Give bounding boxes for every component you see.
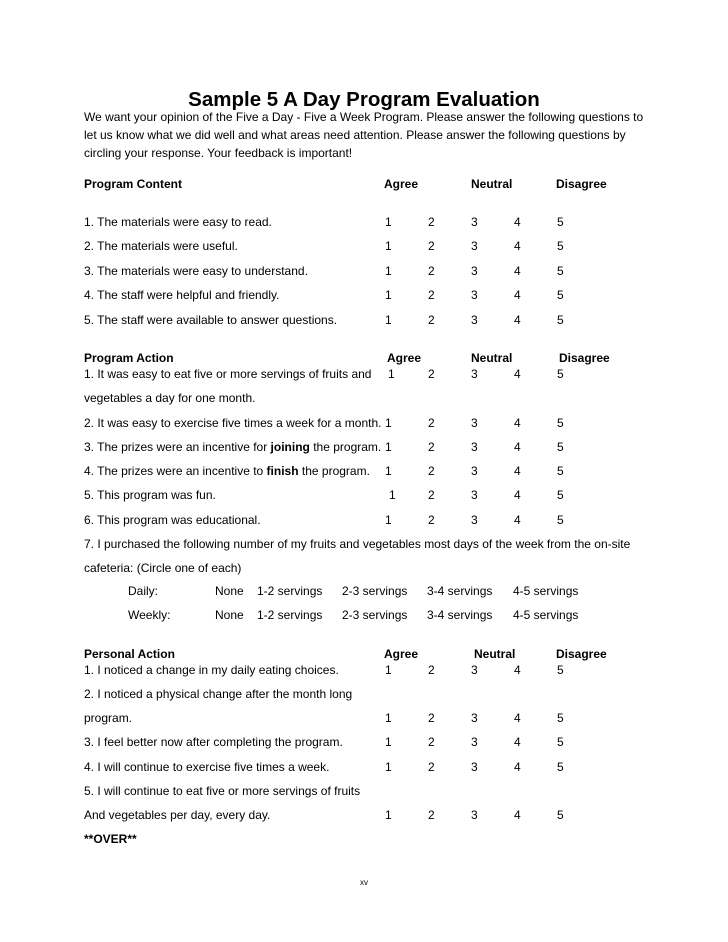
agree-header: Agree [384,177,419,191]
question-text: vegetables a day for one month. [84,391,256,405]
rating-option-5[interactable]: 5 [557,367,564,381]
rating-option-3[interactable]: 3 [471,663,478,677]
weekly-servings-option[interactable]: 3-4 servings [427,608,493,622]
rating-option-1[interactable]: 1 [385,288,392,302]
rating-option-3[interactable]: 3 [471,464,478,478]
question-text: 3. The materials were easy to understand. [84,264,308,278]
rating-option-4[interactable]: 4 [514,464,521,478]
rating-option-1[interactable]: 1 [385,513,392,527]
weekly-servings-option[interactable]: 4-5 servings [513,608,579,622]
question-text: 1. The materials were easy to read. [84,215,272,229]
rating-option-1[interactable]: 1 [385,663,392,677]
section-heading-personal-action: Personal Action [84,647,175,661]
rating-option-2[interactable]: 2 [428,264,435,278]
question-text: 5. The staff were available to answer questions. [84,313,338,327]
rating-option-1[interactable]: 1 [385,735,392,749]
rating-option-3[interactable]: 3 [471,760,478,774]
rating-option-4[interactable]: 4 [514,288,521,302]
rating-option-2[interactable]: 2 [428,313,435,327]
rating-option-5[interactable]: 5 [557,313,564,327]
question-text: 1. It was easy to eat five or more servings of fruits and [84,367,372,381]
rating-option-5[interactable]: 5 [557,488,564,502]
disagree-header: Disagree [556,647,607,661]
page-title: Sample 5 A Day Program Evaluation [188,88,540,111]
weekly-servings-option[interactable]: 1-2 servings [257,608,323,622]
rating-option-5[interactable]: 5 [557,416,564,430]
rating-option-1[interactable]: 1 [385,711,392,725]
question-text: And vegetables per day, every day. [84,808,271,822]
rating-option-1[interactable]: 1 [385,464,392,478]
rating-option-3[interactable]: 3 [471,711,478,725]
daily-servings-option[interactable]: 2-3 servings [342,584,408,598]
rating-option-3[interactable]: 3 [471,239,478,253]
rating-option-4[interactable]: 4 [514,760,521,774]
rating-option-1[interactable]: 1 [385,760,392,774]
rating-option-3[interactable]: 3 [471,367,478,381]
rating-option-4[interactable]: 4 [514,264,521,278]
rating-option-5[interactable]: 5 [557,760,564,774]
rating-option-1[interactable]: 1 [385,239,392,253]
disagree-header: Disagree [559,351,610,365]
rating-option-4[interactable]: 4 [514,313,521,327]
section-heading-program-content: Program Content [84,177,183,191]
daily-servings-option[interactable]: 1-2 servings [257,584,323,598]
question-text: 4. The prizes were an incentive to finish the program. [84,464,370,478]
rating-option-1[interactable]: 1 [385,808,392,822]
rating-option-1[interactable]: 1 [385,215,392,229]
weekly-servings-option[interactable]: 2-3 servings [342,608,408,622]
rating-option-5[interactable]: 5 [557,239,564,253]
rating-option-4[interactable]: 4 [514,513,521,527]
neutral-header: Neutral [474,647,516,661]
rating-option-3[interactable]: 3 [471,488,478,502]
rating-option-3[interactable]: 3 [471,808,478,822]
rating-option-3[interactable]: 3 [471,513,478,527]
rating-option-3[interactable]: 3 [471,735,478,749]
emphasis-finish: finish [266,464,299,478]
rating-option-4[interactable]: 4 [514,711,521,725]
rating-option-4[interactable]: 4 [514,488,521,502]
rating-option-2[interactable]: 2 [428,663,435,677]
rating-option-1[interactable]: 1 [388,367,395,381]
weekly-label: Weekly: [128,608,171,622]
neutral-header: Neutral [471,351,513,365]
daily-servings-option[interactable]: None [215,584,244,598]
question-text: 4. I will continue to exercise five times a week. [84,760,330,774]
question-text: 6. This program was educational. [84,513,261,527]
rating-option-2[interactable]: 2 [428,488,435,502]
rating-option-5[interactable]: 5 [557,288,564,302]
question-text: 1. I noticed a change in my daily eating choices. [84,663,339,677]
question-text: 5. This program was fun. [84,488,216,502]
rating-option-5[interactable]: 5 [557,440,564,454]
rating-option-3[interactable]: 3 [471,288,478,302]
rating-option-1[interactable]: 1 [385,264,392,278]
daily-label: Daily: [128,584,159,598]
question-text: 3. The prizes were an incentive for joining the program. [84,440,382,454]
intro-line: let us know what we did well and what areas need attention. Please answer the following questions by [84,128,626,142]
rating-option-3[interactable]: 3 [471,215,478,229]
rating-option-5[interactable]: 5 [557,513,564,527]
disagree-header: Disagree [556,177,607,191]
rating-option-2[interactable]: 2 [428,416,435,430]
neutral-header: Neutral [471,177,513,191]
rating-option-3[interactable]: 3 [471,416,478,430]
rating-option-3[interactable]: 3 [471,313,478,327]
weekly-servings-option[interactable]: None [215,608,244,622]
rating-option-5[interactable]: 5 [557,215,564,229]
rating-option-4[interactable]: 4 [514,735,521,749]
rating-option-5[interactable]: 5 [557,663,564,677]
over-note: **OVER** [84,832,137,846]
rating-option-1[interactable]: 1 [385,416,392,430]
page-number: xv [360,878,368,887]
rating-option-2[interactable]: 2 [428,239,435,253]
rating-option-3[interactable]: 3 [471,440,478,454]
rating-option-3[interactable]: 3 [471,264,478,278]
rating-option-1[interactable]: 1 [385,313,392,327]
question-text: cafeteria: (Circle one of each) [84,561,242,575]
question-text: 7. I purchased the following number of my fruits and vegetables most days of the week from the on-site [84,537,631,551]
agree-header: Agree [387,351,422,365]
rating-option-2[interactable]: 2 [428,735,435,749]
intro-line: circling your response. Your feedback is important! [84,146,353,160]
intro-line: We want your opinion of the Five a Day - Five a Week Program. Please answer the following questions to [84,110,644,124]
rating-option-1[interactable]: 1 [385,440,392,454]
rating-option-4[interactable]: 4 [514,215,521,229]
rating-option-2[interactable]: 2 [428,760,435,774]
rating-option-2[interactable]: 2 [428,464,435,478]
question-text: program. [84,711,133,725]
rating-option-5[interactable]: 5 [557,735,564,749]
rating-option-4[interactable]: 4 [514,440,521,454]
rating-option-2[interactable]: 2 [428,367,435,381]
daily-servings-option[interactable]: 3-4 servings [427,584,493,598]
rating-option-4[interactable]: 4 [514,663,521,677]
rating-option-4[interactable]: 4 [514,416,521,430]
rating-option-1[interactable]: 1 [389,488,396,502]
rating-option-5[interactable]: 5 [557,264,564,278]
rating-option-2[interactable]: 2 [428,513,435,527]
question-text: 4. The staff were helpful and friendly. [84,288,280,302]
question-text: 5. I will continue to eat five or more servings of fruits [84,784,361,798]
rating-option-2[interactable]: 2 [428,440,435,454]
rating-option-5[interactable]: 5 [557,808,564,822]
question-text: 2. It was easy to exercise five times a week for a month. [84,416,382,430]
emphasis-joining: joining [270,440,310,454]
rating-option-5[interactable]: 5 [557,464,564,478]
agree-header: Agree [384,647,419,661]
question-text: 2. I noticed a physical change after the month long [84,687,353,701]
rating-option-2[interactable]: 2 [428,288,435,302]
rating-option-2[interactable]: 2 [428,215,435,229]
section-heading-program-action: Program Action [84,351,174,365]
rating-option-2[interactable]: 2 [428,808,435,822]
rating-option-5[interactable]: 5 [557,711,564,725]
rating-option-4[interactable]: 4 [514,239,521,253]
rating-option-2[interactable]: 2 [428,711,435,725]
daily-servings-option[interactable]: 4-5 servings [513,584,579,598]
rating-option-4[interactable]: 4 [514,808,521,822]
question-text: 2. The materials were useful. [84,239,238,253]
rating-option-4[interactable]: 4 [514,367,521,381]
question-text: 3. I feel better now after completing the program. [84,735,343,749]
